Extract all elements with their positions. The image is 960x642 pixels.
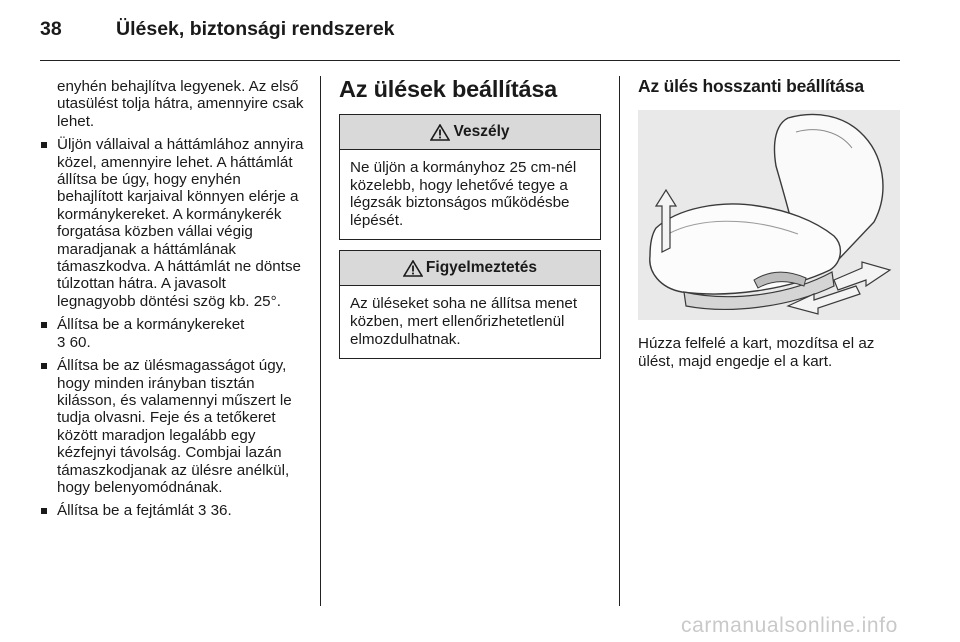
bullet-square-icon [41,142,47,148]
bullet-square-icon [41,508,47,514]
chapter-title: Ülések, biztonsági rendszerek [116,18,395,40]
continued-paragraph: enyhén behajlítva legyenek. Az első utasülést tolja hátra, amennyire csak lehet. [57,78,304,130]
page-ref-arrow-icon: 3 [198,502,207,520]
middle-column [339,76,601,369]
seat-adjustment-illustration [638,110,900,320]
right-column [638,76,900,370]
figure-caption: Húzza felfelé a kart, mozdítsa el az ülést, majd engedje el a kart. [638,335,875,370]
list-item-text: Állítsa be a fejtámlát [57,502,194,520]
warning-label: Figyelmeztetés [425,259,538,277]
list-item [40,357,308,496]
page-ref-number[interactable]: 60. [69,333,91,351]
column-divider-right [619,76,620,606]
warning-triangle-icon [403,260,423,277]
instruction-list [40,136,308,520]
warning-box [339,250,601,359]
warning-text: Az üléseket soha ne állítsa menet közben, mert ellenőrizhetetlenül elmozdulhatnak. [350,295,578,348]
danger-text: Ne üljön a kormányhoz 25 cm-nél közelebb, hogy lehetővé tegye a légzsák biztonságos működésbe lépését. [350,159,577,229]
list-item [40,136,308,310]
danger-box [339,114,601,240]
list-item-text: Állítsa be az ülésmagasságot úgy, hogy minden irányban tisztán kilásson, és valamennyi műszert le tudja olvasni. Feje és a tetőkeret között maradjon legalább egy kézfejnyi távolság. Combjai lazán támaszkodjanak az ülésre anélkül, hogy belenyomódnának. [57,357,292,496]
list-item-text: Üljön vállaival a háttámlához annyira közel, amennyire lehet. A háttámlát állítsa be úgy, hogy enyhén behajlított karjaival könnyen elérje a kormánykereket. A kormánykerék forgatása közben vállai végig maradjanak a háttámlának támaszkodva. A háttámlát ne döntse túlzottan hátra. A javasolt legnagyobb döntési szög kb. 25°. [57,136,304,310]
bullet-square-icon [41,363,47,369]
header-rule [40,60,900,61]
bullet-square-icon [41,322,47,328]
list-item-text: Állítsa be a kormánykereket [57,316,245,334]
left-column [40,78,308,526]
warning-box-header [340,251,600,286]
list-item [40,316,308,351]
subsection-title: Az ülés hosszanti beállítása [638,76,864,96]
column-divider-left [320,76,321,606]
page-ref-arrow-icon: 3 [57,333,66,351]
page-number: 38 [40,18,62,40]
watermark: carmanualsonline.info [681,614,898,637]
section-title: Az ülések beállítása [339,76,558,102]
page-ref-number[interactable]: 36. [210,502,232,520]
list-item [40,502,308,519]
warning-triangle-icon [430,124,450,141]
danger-box-header [340,115,600,150]
danger-label: Veszély [453,123,510,140]
